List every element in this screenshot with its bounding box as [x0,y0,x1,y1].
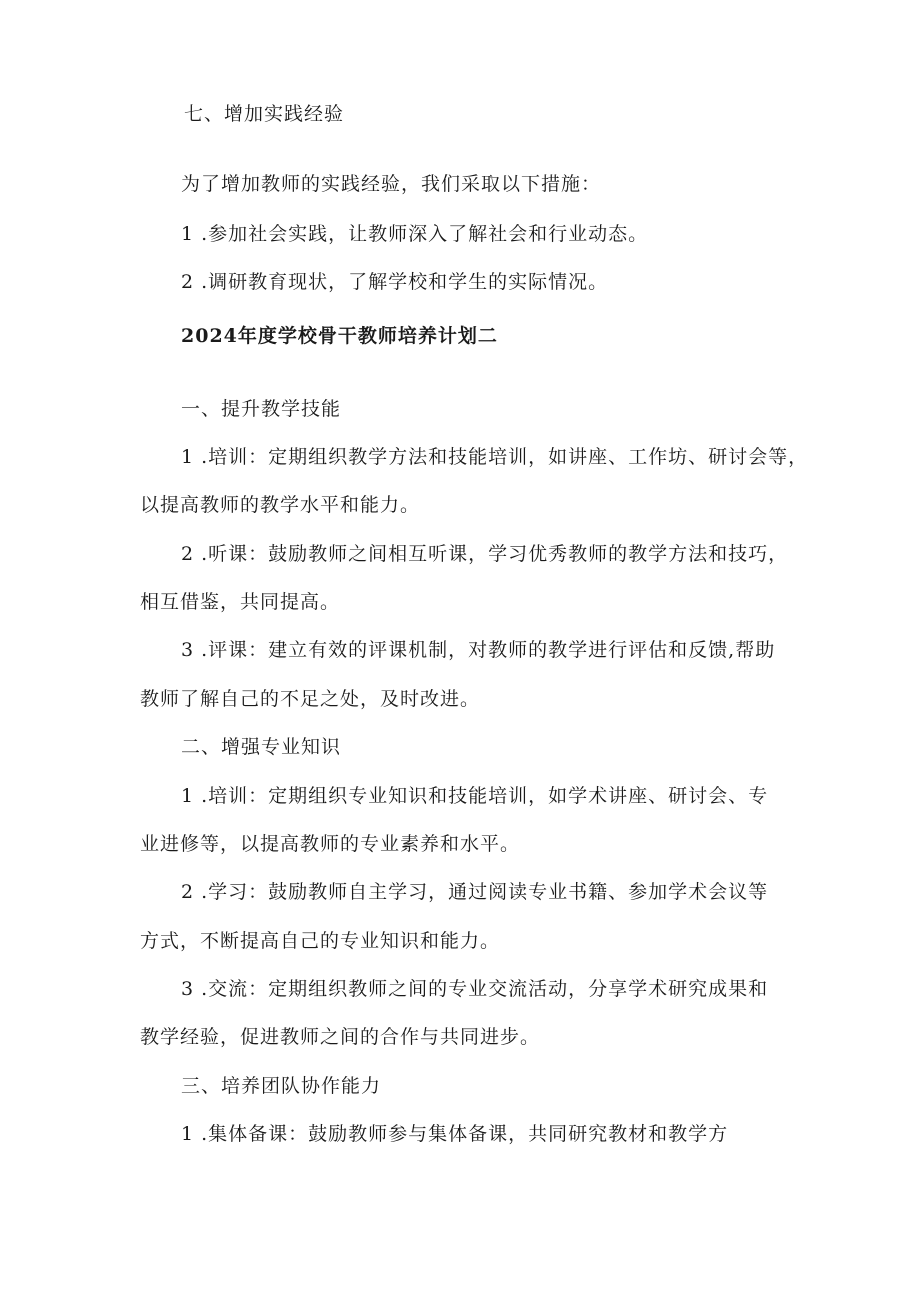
list-item-continuation: 教学经验，促进教师之间的合作与共同进步。 [140,1026,541,1048]
list-item-continuation: 以提高教师的教学水平和能力。 [140,494,421,516]
section-heading: 七、增加实践经验 [184,103,345,125]
list-item-continuation: 方式，不断提高自己的专业知识和能力。 [140,930,501,952]
list-item: 3 .评课：建立有效的评课机制，对教师的教学进行评估和反馈,帮助 [181,639,776,661]
list-item: 2 .调研教育现状，了解学校和学生的实际情况。 [181,271,609,293]
list-item-continuation: 相互借鉴，共同提高。 [140,591,341,613]
list-item-continuation: 教师了解自己的不足之处，及时改进。 [140,688,481,710]
paragraph: 为了增加教师的实践经验，我们采取以下措施： [181,173,602,195]
section-heading: 三、培养团队协作能力 [181,1075,382,1097]
list-item: 2 .学习：鼓励教师自主学习，通过阅读专业书籍、参加学术会议等 [181,881,769,903]
section-heading: 二、增强专业知识 [181,736,342,758]
plan-title: 2024年度学校骨干教师培养计划二 [181,325,498,347]
list-item: 1 .培训：定期组织专业知识和技能培训，如学术讲座、研讨会、专 [181,785,769,807]
list-item: 1 .集体备课：鼓励教师参与集体备课，共同研究教材和教学方 [181,1123,729,1145]
list-item: 3 .交流：定期组织教师之间的专业交流活动，分享学术研究成果和 [181,978,769,1000]
section-heading: 一、提升教学技能 [181,398,342,420]
list-item: 1 .参加社会实践，让教师深入了解社会和行业动态。 [181,223,649,245]
list-item: 2 .听课：鼓励教师之间相互听课，学习优秀教师的教学方法和技巧， [181,543,789,565]
list-item: 1 .培训：定期组织教学方法和技能培训，如讲座、工作坊、研讨会等， [181,446,809,468]
list-item-continuation: 业进修等，以提高教师的专业素养和水平。 [140,833,521,855]
